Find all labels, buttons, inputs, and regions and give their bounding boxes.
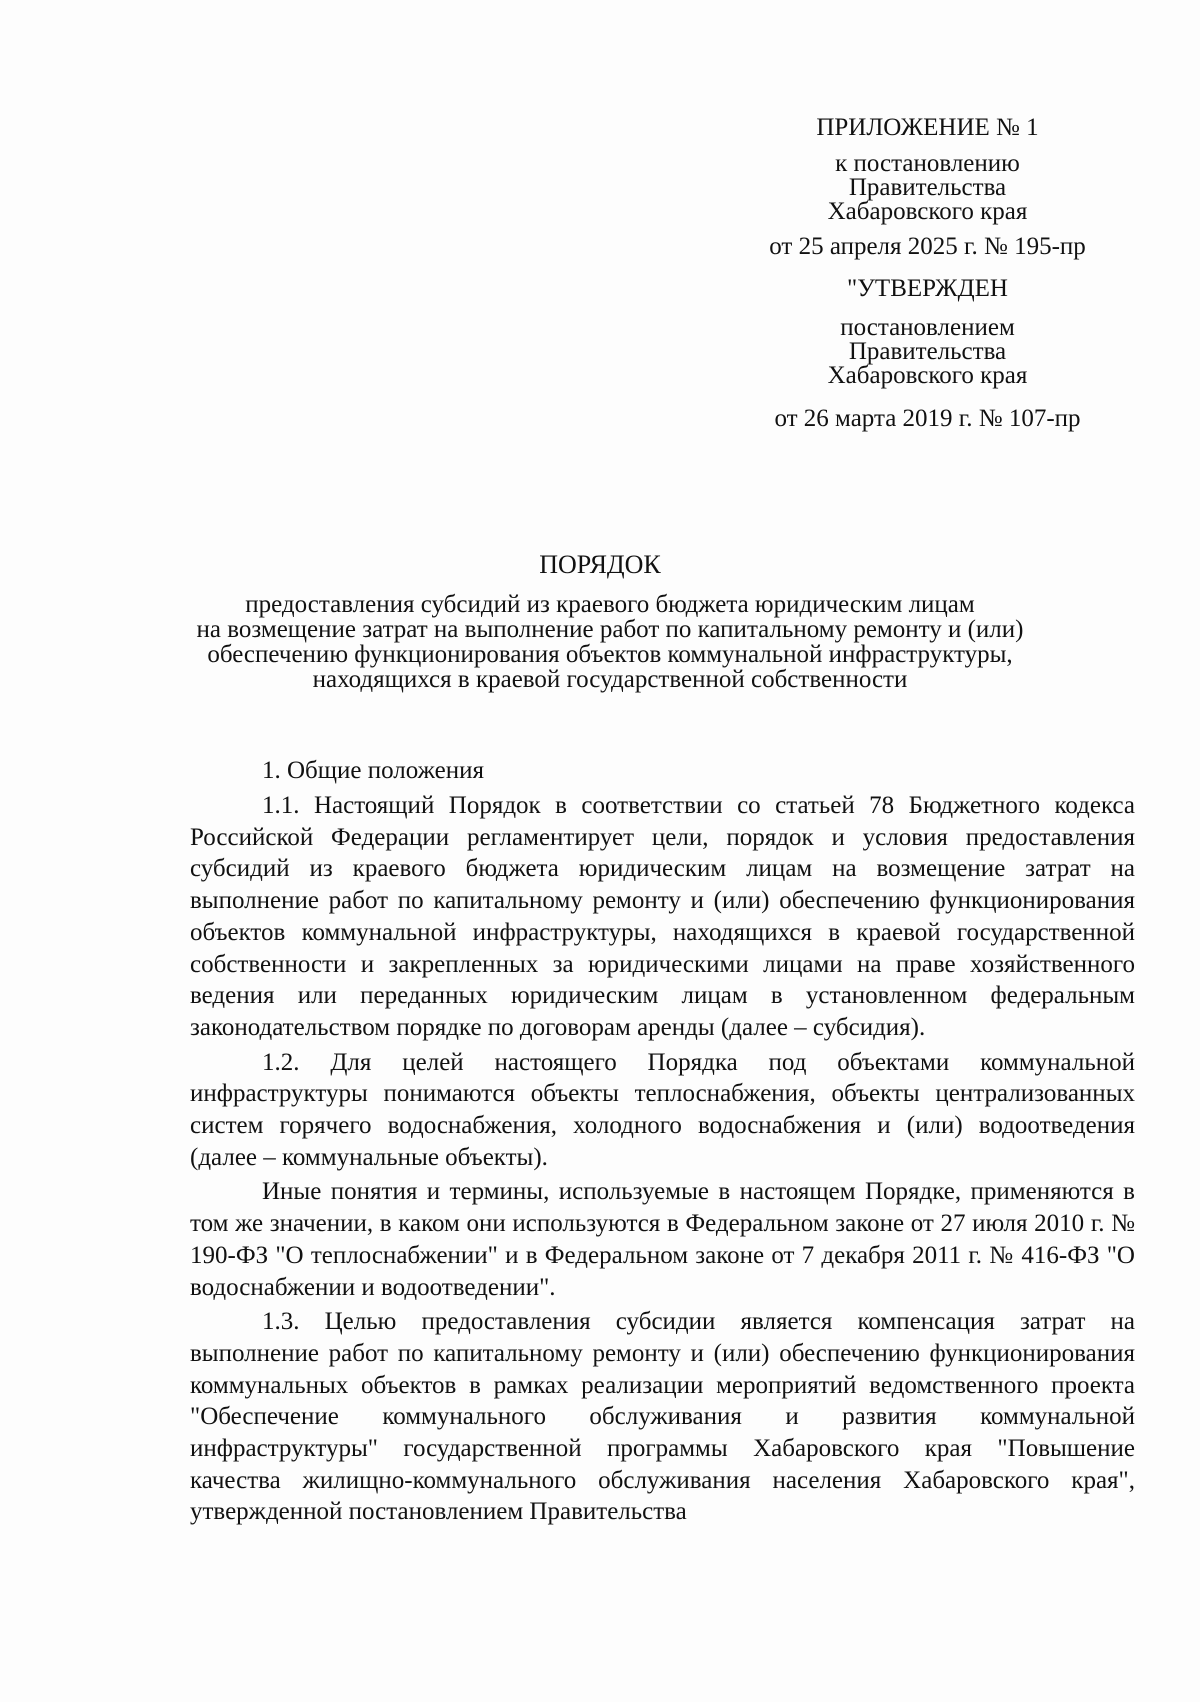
approved-label: "УТВЕРЖДЕН [847,275,1008,302]
document-body [190,790,1135,1528]
appendix-date: от 25 апреля 2025 г. № 195-пр [769,233,1086,260]
paragraph: 1.3. Целью предоставления субсидии является компенсация затрат на выполнение работ по капитальному ремонту и (или) обеспечению функционирования коммунальных объектов в рамках реализации мероприятий ведомственного проекта "Обеспечение коммунального обслуживания и развития коммунальной инфраструктуры" государственной программы Хабаровского края "Повышение качества жилищно-коммунального обслуживания населения Хабаровского края", утвержденной постановлением Правительства [190,1308,1135,1526]
appendix-line: Правительства [848,174,1007,201]
approved-line: постановлением [840,314,1015,341]
document-subtitle [150,592,1070,692]
appendix-reference [745,152,1110,224]
appendix-title: ПРИЛОЖЕНИЕ № 1 [816,114,1039,141]
appendix-line: к постановлению [835,150,1020,177]
approved-reference [745,316,1110,388]
subtitle-line: предоставления субсидий из краевого бюджета юридическим лицам [245,591,975,618]
appendix-line: Хабаровского края [827,198,1028,225]
section-heading: 1. Общие положения [262,757,484,784]
document-title: ПОРЯДОК [539,550,661,579]
paragraph: Иные понятия и термины, используемые в настоящем Порядке, применяются в том же значении, в каком они используются в Федеральном законе от 27 июля 2010 г. № 190-ФЗ "О теплоснабжении" и в Федеральном законе от 7 декабря 2011 г. № 416-ФЗ "О водоснабжении и водоотведении". [190,1178,1135,1301]
approved-line: Хабаровского края [827,362,1028,389]
subtitle-line: находящихся в краевой государственной собственности [312,666,908,693]
subtitle-line: на возмещение затрат на выполнение работ по капитальному ремонту и (или) [196,616,1024,643]
subtitle-line: обеспечению функционирования объектов коммунальной инфраструктуры, [207,641,1013,668]
approved-date: от 26 марта 2019 г. № 107-пр [774,405,1081,432]
approved-line: Правительства [848,338,1007,365]
paragraph: 1.2. Для целей настоящего Порядка под объектами коммунальной инфраструктуры понимаются объекты теплоснабжения, объекты централизованных систем горячего водоснабжения, холодного водоснабжения и (или) водоотведения (далее – коммунальные объекты). [190,1048,1135,1171]
paragraph: 1.1. Настоящий Порядок в соответствии со статьей 78 Бюджетного кодекса Российской Федерации регламентирует цели, порядок и условия предоставления субсидий из краевого бюджета юридическим лицам на возмещение затрат на выполнение работ по капитальному ремонту и (или) обеспечению функционирования объектов коммунальной инфраструктуры, находящихся в краевой государственной собственности и закрепленных за юридическими лицами на праве хозяйственного ведения или переданных юридическим лицам в установленном федеральным законодательством порядке по договорам аренды (далее – субсидия). [190,792,1135,1041]
